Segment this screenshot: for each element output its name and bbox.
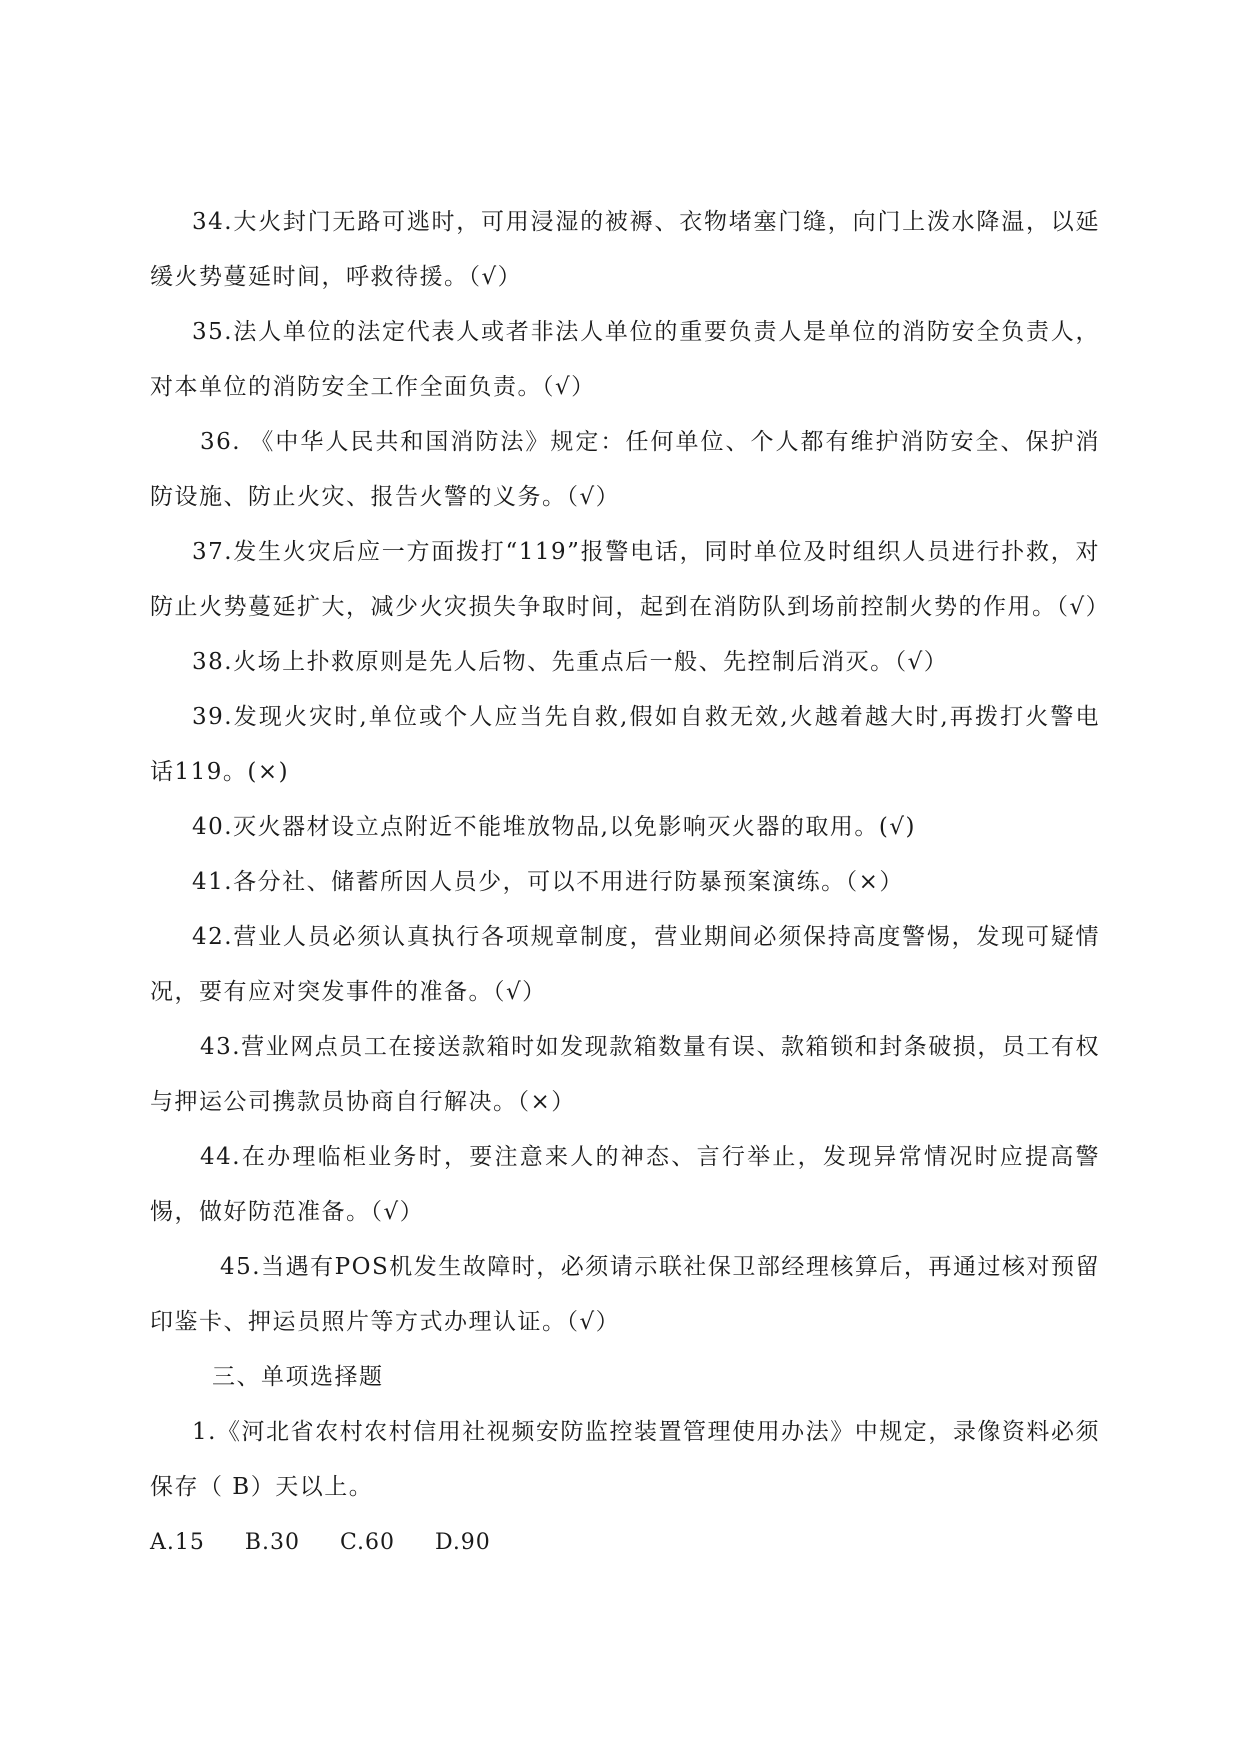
true-false-item-40: 40.灭火器材设立点附近不能堆放物品,以免影响灭火器的取用。(√) bbox=[192, 814, 916, 840]
true-false-item-34: 34.大火封门无路可逃时，可用浸湿的被褥、衣物堵塞门缝，向门上泼水降温，以延缓火势蔓延时间，呼救待援。（√） bbox=[150, 209, 1100, 290]
true-false-item-44: 44.在办理临柜业务时，要注意来人的神态、言行举止，发现异常情况时应提高警惕，做好防范准备。（√） bbox=[150, 1144, 1100, 1225]
true-false-item-43: 43.营业网点员工在接送款箱时如发现款箱数量有误、款箱锁和封条破损，员工有权与押运公司携款员协商自行解决。（×） bbox=[150, 1034, 1100, 1115]
section-heading: 三、单项选择题 bbox=[212, 1364, 384, 1390]
true-false-item-42: 42.营业人员必须认真执行各项规章制度，营业期间必须保持高度警惕，发现可疑情况，要有应对突发事件的准备。（√） bbox=[150, 924, 1100, 1005]
true-false-item-39: 39.发现火灾时,单位或个人应当先自救,假如自救无效,火越着越大时,再拨打火警电话119。(×) bbox=[150, 704, 1100, 785]
question-1-options: A.15 B.30 C.60 D.90 bbox=[150, 1530, 491, 1555]
true-false-item-35: 35.法人单位的法定代表人或者非法人单位的重要负责人是单位的消防安全负责人，对本单位的消防安全工作全面负责。（√） bbox=[150, 319, 1100, 400]
document-body bbox=[150, 195, 1111, 1570]
true-false-item-45: 45.当遇有POS机发生故障时，必须请示联社保卫部经理核算后，再通过核对预留印鉴卡、押运员照片等方式办理认证。（√） bbox=[150, 1254, 1100, 1335]
true-false-item-37: 37.发生火灾后应一方面拨打“119”报警电话，同时单位及时组织人员进行扑救，对防止火势蔓延扩大，减少火灾损失争取时间，起到在消防队到场前控制火势的作用。（√） bbox=[150, 539, 1111, 620]
single-choice-question-1: 1.《河北省农村农村信用社视频安防监控装置管理使用办法》中规定，录像资料必须保存（ B）天以上。 bbox=[150, 1419, 1100, 1500]
true-false-item-36: 36. 《中华人民共和国消防法》规定：任何单位、个人都有维护消防安全、保护消防设施、防止火灾、报告火警的义务。（√） bbox=[150, 429, 1100, 510]
true-false-item-38: 38.火场上扑救原则是先人后物、先重点后一般、先控制后消灭。（√） bbox=[192, 649, 949, 675]
true-false-item-41: 41.各分社、储蓄所因人员少，可以不用进行防暴预案演练。（×） bbox=[192, 869, 904, 895]
